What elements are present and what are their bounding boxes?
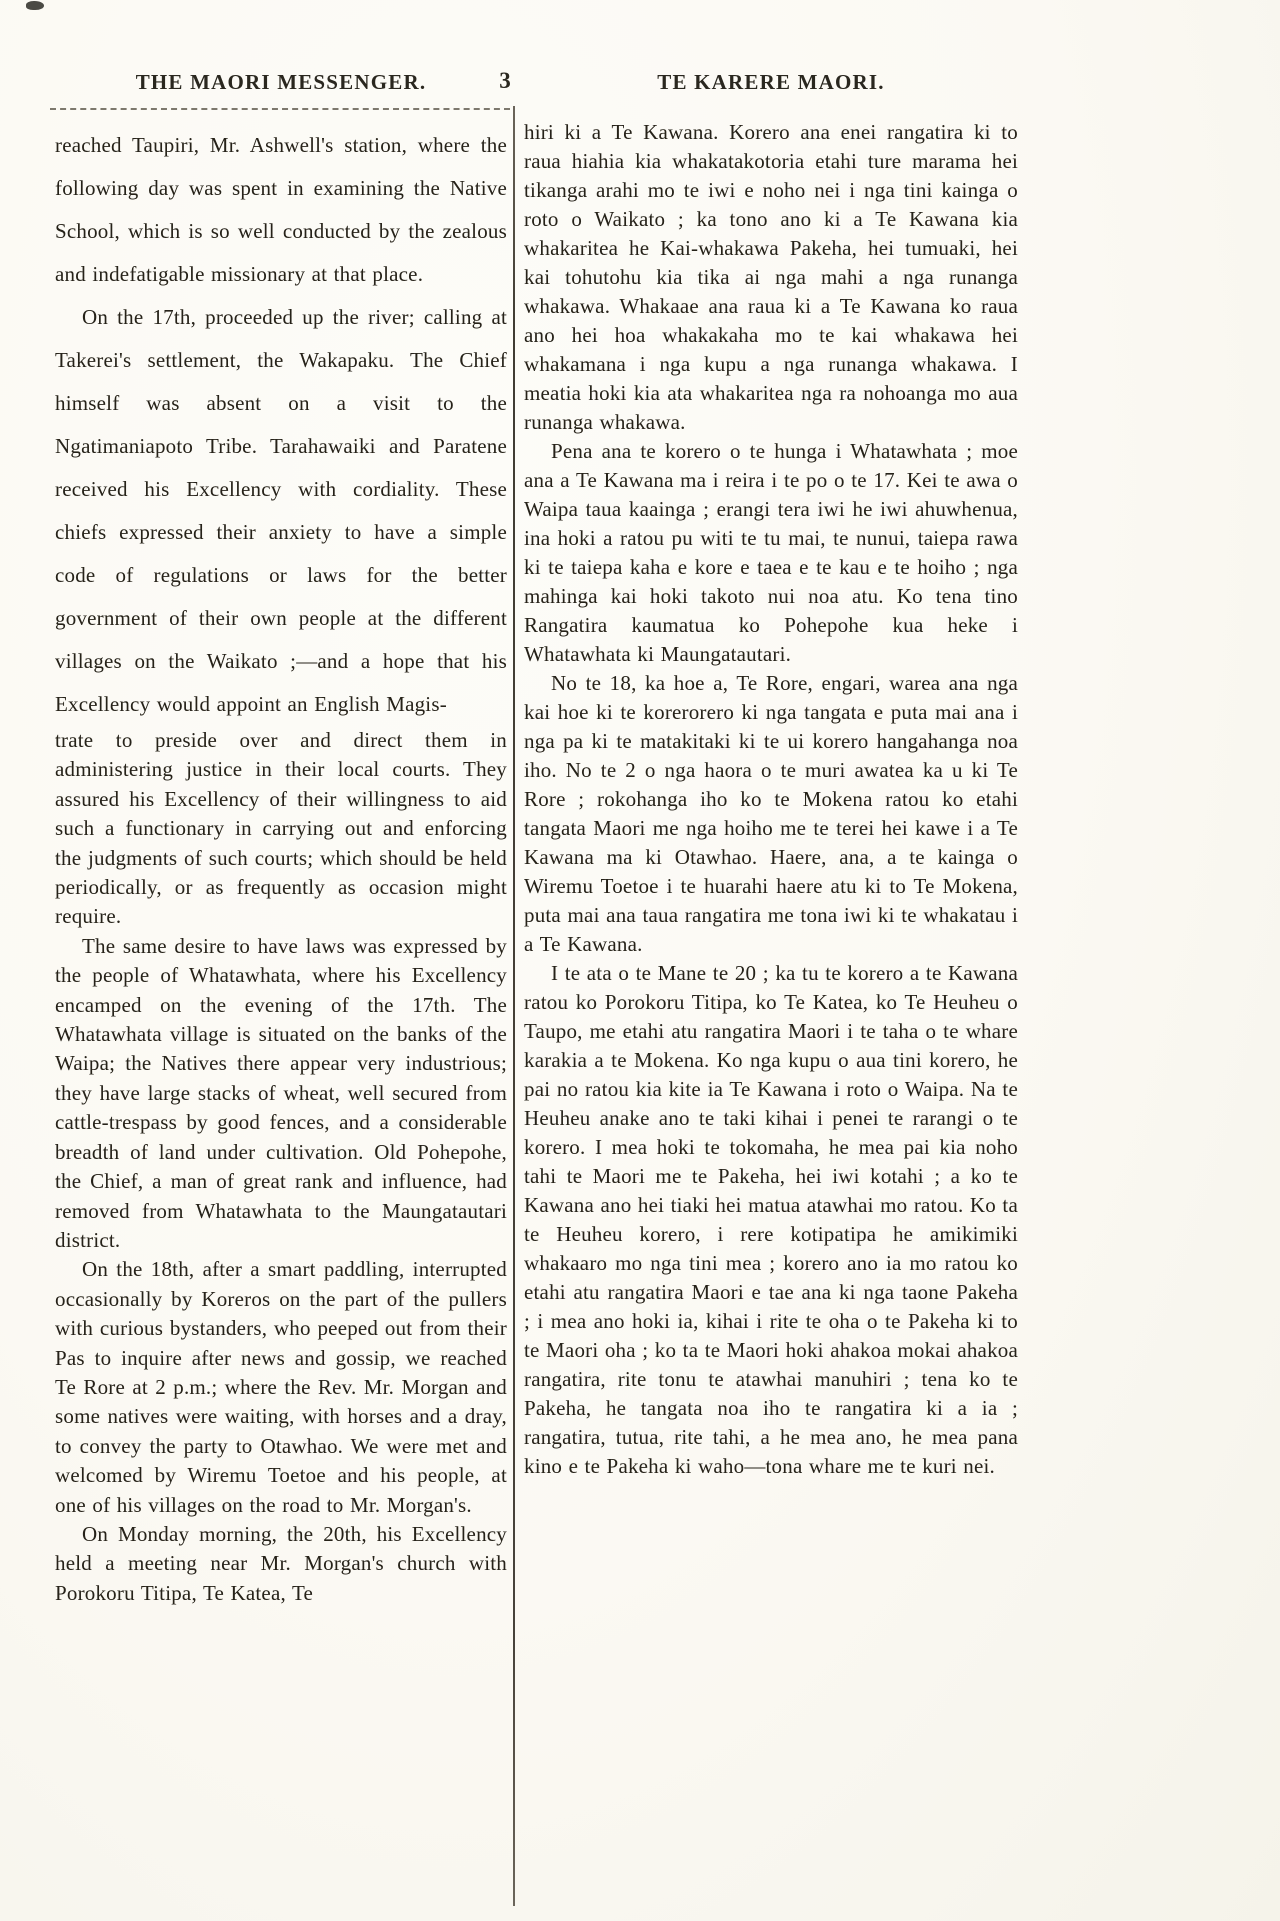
header-dashed-rule xyxy=(50,108,510,110)
maori-paragraph-18th: No te 18, ka hoe a, Te Rore, engari, warea ana nga kai hoe ki te korerorero ki nga tangata e puta mai ana i nga pa ki te matakitaki ki te ui korero hangahanga noa iho. No te 2 o nga haora o te muri awatea ka u ki Te Rore ; rokohanga iho ko te Mokena ratou ko etahi tangata Maori me nga hoiho me te terei hei kawe i a Te Kawana ma ki Otawhao. Haere, ana, a te kainga o Wiremu Toetoe i te huarahi haere atu ki to Te Mokena, puta mai ana taua rangatira me tona iwi ki te whakatau i a Te Kawana. xyxy=(524,671,1018,956)
english-paragraph-whatawhata: The same desire to have laws was expressed by the people of Whatawhata, where his Excellency encamped on the evening of the 17th. The Whatawhata village is situated on the banks of the Waipa; the Natives there appear very industrious; they have large stacks of wheat, well secured from cattle-trespass by good fences, and a considerable breadth of land under cultivation. Old Pohepohe, the Chief, a man of great rank and influence, had removed from Whatawhata to the Maungatautari district. xyxy=(55,933,507,1252)
english-paragraph-17th: On the 17th, proceeded up the river; calling at Takerei's settlement, the Wakapaku. The Chief himself was absent on a visit to the Ngatimaniapoto Tribe. Tarahawaiki and Paratene received his Excellency with cordiality. These chiefs expressed their anxiety to have a simple code of regulations or laws for the better government of their own people at the different villages on the Waikato ;—and a hope that his Excellency would appoint an English Magis- xyxy=(55,305,507,716)
maori-paragraph-whatawhata: Pena ana te korero o te hunga i Whatawhata ; moe ana a Te Kawana ma i reira i te po o te 17. Kei te awa o Waipa taua kaainga ; erangi tera iwi he iwi ahuwhenua, ina hoki a ratou pu witi te tu mai, te nunui, taiepa rawa ki te taiepa kaha e kore e taea e te kau e te hoiho ; nga mahinga kai hoki takoto nui noa atu. Ko tena tino Rangatira kaumatua ko Pohepohe kua heke i Whatawhata ki Maungatautari. xyxy=(524,439,1018,666)
english-paragraph-18th: On the 18th, after a smart paddling, interrupted occasionally by Koreros on the part of the pullers with curious bystanders, who peeped out from their Pas to inquire after news and gossip, we reached Te Rore at 2 p.m.; where the Rev. Mr. Morgan and some natives were waiting, with horses and a dray, to convey the party to Otawhao. We were met and welcomed by Wiremu Toetoe and his people, at one of his villages on the road to Mr. Morgan's. xyxy=(55,1257,507,1517)
maori-paragraph-continuation: hiri ki a Te Kawana. Korero ana enei rangatira ki to raua hiahia kia whakatakotoria etahi ture marama hei tikanga arahi mo te iwi e noho nei i nga tini kainga o roto o Waikato ; ka tono ano ki a Te Kawana kia whakaritea he Kai-whakawa Pakeha, hei tumuaki, hei kai tohutohu kia tika ai nga mahi a nga runanga whakawa. Whakaae ana raua ki a Te Kawana ko raua ano hei hoa whakakaha mo te kai whakawa hei whakamana i nga kupu a nga runanga whakawa. I meatia hoki kia ata whakaritea nga ra nohoanga mo aua runanga whakawa. xyxy=(524,120,1018,434)
column-divider-rule xyxy=(513,106,515,1906)
english-paragraph-monday: On Monday morning, the 20th, his Excellency held a meeting near Mr. Morgan's church with Porokoru Titipa, Te Katea, Te xyxy=(55,1521,507,1605)
english-paragraph-continuation: reached Taupiri, Mr. Ashwell's station, where the following day was spent in examining the Native School, which is so well conducted by the zealous and indefatigable missionary at that place. xyxy=(55,133,507,286)
masthead-left-title: THE MAORI MESSENGER. xyxy=(135,70,427,94)
english-column xyxy=(55,124,507,1608)
page-number: 3 xyxy=(499,68,511,93)
maori-column xyxy=(524,118,1018,1481)
scan-ink-speck xyxy=(26,1,44,10)
english-paragraph-magistrate: trate to preside over and direct them in administering justice in their local courts. They assured his Excellency of their willingness to aid such a functionary in carrying out and enforcing the judgments of such courts; which should be held periodically, or as frequently as occasion might require. xyxy=(55,728,507,929)
masthead-right-title: TE KARERE MAORI. xyxy=(657,70,885,94)
maori-paragraph-monday: I te ata o te Mane te 20 ; ka tu te korero a te Kawana ratou ko Porokoru Titipa, ko Te Katea, ko Te Heuheu o Taupo, me etahi atu rangatira Maori i te taha o te whare karakia a te Mokena. Ko nga kupu o aua tini korero, he pai no ratou kia kite ia Te Kawana i roto o Waipa. Na te Heuheu anake ano te taki kihai i penei te rarangi o te korero. I mea hoki te tokomaha, he mea pai kia noho tahi te Maori me te Pakeha, hei iwi kotahi ; a ko te Kawana ano hei tiaki hei matua atawhai mo ratou. Ko ta te Heuheu korero, i rere kotipatipa he amikimiki whakaaro mo nga tini mea ; korero ano ia mo ratou ko etahi atu rangatira Maori e tae ana ki nga taone Pakeha ; i mea ano hoki ia, kihai i rite te oha o te Pakeha ki to te Maori oha ; ko ta te Maori hoki ahakoa mokai ahakoa rangatira, rite tonu te atawhai manuhiri ; tena ko te Pakeha, he tangata noa iho te rangatira ki a ia ; rangatira, tutua, rite tahi, a he mea ano, he mea pana kino e te Pakeha ki waho—tona whare me te kuri nei. xyxy=(524,961,1018,1478)
